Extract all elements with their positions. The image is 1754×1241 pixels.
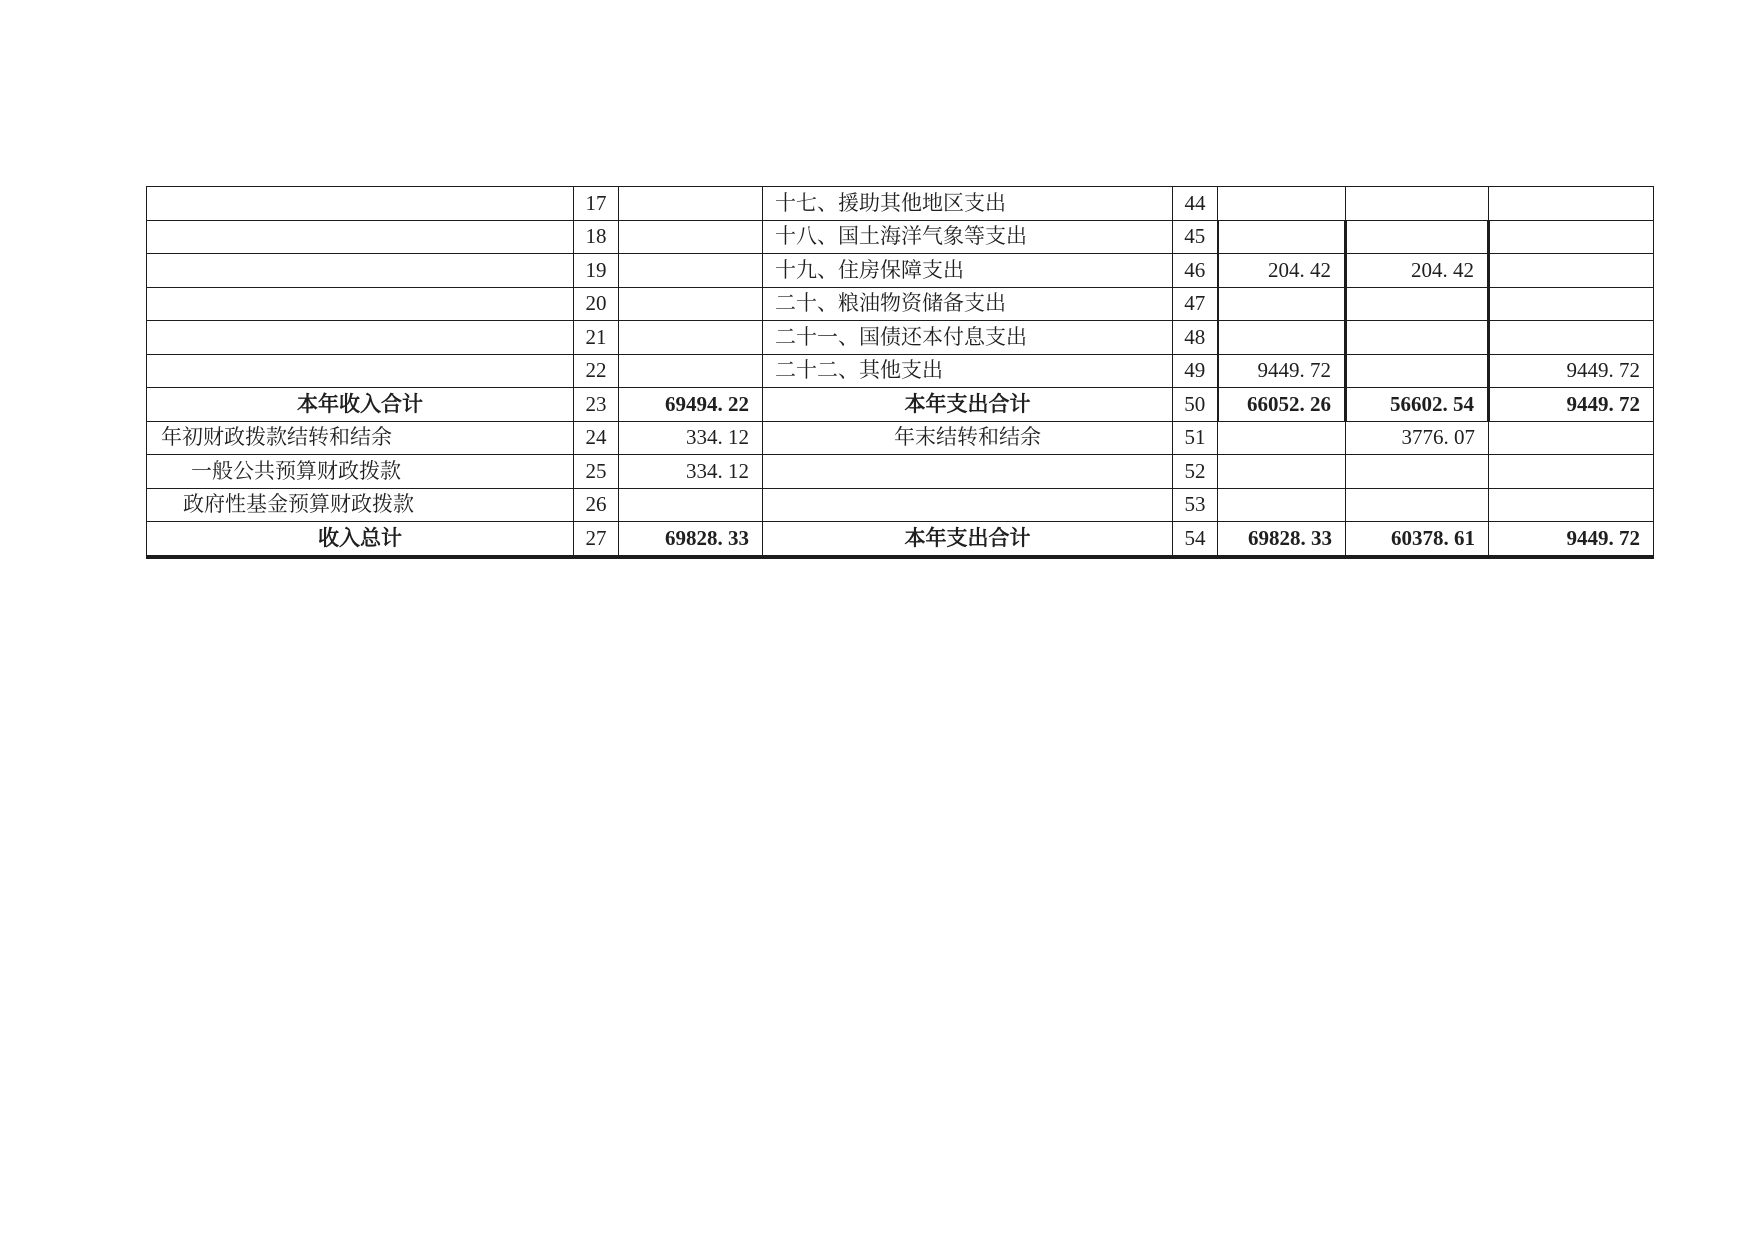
- expense-amount-1-cell: [1218, 287, 1346, 321]
- income-amount-cell: 334. 12: [619, 421, 763, 455]
- income-item-cell: 本年收入合计: [147, 388, 574, 422]
- table-row: [147, 455, 1654, 489]
- table-row: [147, 354, 1654, 388]
- expense-item-cell: 十八、国土海洋气象等支出: [763, 220, 1173, 254]
- income-item-cell: 收入总计: [147, 522, 574, 557]
- expense-amount-3-cell: [1489, 287, 1654, 321]
- table-row: [147, 421, 1654, 455]
- expense-item-cell: 二十二、其他支出: [763, 354, 1173, 388]
- expense-item-cell: [763, 488, 1173, 522]
- expense-amount-2-cell: 204. 42: [1346, 254, 1489, 288]
- expense-item-cell: 十七、援助其他地区支出: [763, 187, 1173, 221]
- expense-amount-2-cell: [1346, 488, 1489, 522]
- income-item-cell: 一般公共预算财政拨款: [147, 455, 574, 489]
- expense-amount-2-cell: [1346, 354, 1489, 388]
- expense-amount-2-cell: [1346, 220, 1489, 254]
- expense-amount-3-cell: [1489, 321, 1654, 355]
- expense-amount-2-cell: 56602. 54: [1346, 388, 1489, 422]
- expense-amount-1-cell: [1218, 187, 1346, 221]
- table-row: [147, 488, 1654, 522]
- income-item-cell: [147, 321, 574, 355]
- expense-amount-3-cell: [1489, 220, 1654, 254]
- expense-amount-3-cell: 9449. 72: [1489, 354, 1654, 388]
- income-item-cell: 年初财政拨款结转和结余: [147, 421, 574, 455]
- expense-amount-2-cell: [1346, 187, 1489, 221]
- budget-table: [146, 186, 1654, 559]
- expense-line-number-cell: 49: [1173, 354, 1218, 388]
- expense-amount-2-cell: 60378. 61: [1346, 522, 1489, 557]
- expense-amount-3-cell: 9449. 72: [1489, 522, 1654, 557]
- income-line-number-cell: 22: [574, 354, 619, 388]
- income-amount-cell: 69828. 33: [619, 522, 763, 557]
- expense-amount-1-cell: [1218, 220, 1346, 254]
- expense-amount-1-cell: 66052. 26: [1218, 388, 1346, 422]
- expense-line-number-cell: 44: [1173, 187, 1218, 221]
- table-row: [147, 287, 1654, 321]
- expense-amount-1-cell: [1218, 321, 1346, 355]
- income-line-number-cell: 19: [574, 254, 619, 288]
- expense-line-number-cell: 51: [1173, 421, 1218, 455]
- income-amount-cell: [619, 488, 763, 522]
- income-item-cell: 政府性基金预算财政拨款: [147, 488, 574, 522]
- income-line-number-cell: 20: [574, 287, 619, 321]
- expense-amount-3-cell: [1489, 254, 1654, 288]
- expense-line-number-cell: 47: [1173, 287, 1218, 321]
- income-item-cell: [147, 287, 574, 321]
- income-item-cell: [147, 254, 574, 288]
- expense-item-cell: 二十、粮油物资储备支出: [763, 287, 1173, 321]
- income-line-number-cell: 24: [574, 421, 619, 455]
- income-line-number-cell: 25: [574, 455, 619, 489]
- table-row: [147, 388, 1654, 422]
- income-item-cell: [147, 220, 574, 254]
- expense-line-number-cell: 45: [1173, 220, 1218, 254]
- budget-table-body: [147, 187, 1654, 557]
- expense-line-number-cell: 52: [1173, 455, 1218, 489]
- expense-amount-1-cell: [1218, 488, 1346, 522]
- income-amount-cell: [619, 187, 763, 221]
- income-amount-cell: [619, 321, 763, 355]
- expense-amount-3-cell: 9449. 72: [1489, 388, 1654, 422]
- income-amount-cell: [619, 220, 763, 254]
- income-line-number-cell: 26: [574, 488, 619, 522]
- income-amount-cell: [619, 287, 763, 321]
- expense-amount-1-cell: [1218, 455, 1346, 489]
- income-item-cell: [147, 354, 574, 388]
- expense-line-number-cell: 50: [1173, 388, 1218, 422]
- expense-item-cell: 十九、住房保障支出: [763, 254, 1173, 288]
- income-amount-cell: 334. 12: [619, 455, 763, 489]
- expense-line-number-cell: 53: [1173, 488, 1218, 522]
- expense-item-cell: 本年支出合计: [763, 388, 1173, 422]
- expense-amount-1-cell: 69828. 33: [1218, 522, 1346, 557]
- table-row: [147, 220, 1654, 254]
- table-row: [147, 522, 1654, 557]
- expense-amount-1-cell: 9449. 72: [1218, 354, 1346, 388]
- expense-item-cell: 本年支出合计: [763, 522, 1173, 557]
- table-row: [147, 187, 1654, 221]
- income-amount-cell: [619, 254, 763, 288]
- expense-amount-2-cell: [1346, 287, 1489, 321]
- income-line-number-cell: 21: [574, 321, 619, 355]
- income-amount-cell: 69494. 22: [619, 388, 763, 422]
- income-item-cell: [147, 187, 574, 221]
- income-amount-cell: [619, 354, 763, 388]
- expense-amount-2-cell: [1346, 321, 1489, 355]
- expense-item-cell: 年末结转和结余: [763, 421, 1173, 455]
- expense-amount-3-cell: [1489, 455, 1654, 489]
- expense-line-number-cell: 48: [1173, 321, 1218, 355]
- expense-item-cell: [763, 455, 1173, 489]
- expense-amount-3-cell: [1489, 421, 1654, 455]
- expense-line-number-cell: 54: [1173, 522, 1218, 557]
- expense-item-cell: 二十一、国债还本付息支出: [763, 321, 1173, 355]
- income-line-number-cell: 23: [574, 388, 619, 422]
- expense-amount-1-cell: [1218, 421, 1346, 455]
- expense-line-number-cell: 46: [1173, 254, 1218, 288]
- income-line-number-cell: 17: [574, 187, 619, 221]
- budget-statement-sheet: [146, 186, 1654, 559]
- income-line-number-cell: 18: [574, 220, 619, 254]
- table-row: [147, 254, 1654, 288]
- income-line-number-cell: 27: [574, 522, 619, 557]
- expense-amount-2-cell: [1346, 455, 1489, 489]
- expense-amount-1-cell: 204. 42: [1218, 254, 1346, 288]
- expense-amount-3-cell: [1489, 488, 1654, 522]
- expense-amount-2-cell: 3776. 07: [1346, 421, 1489, 455]
- table-row: [147, 321, 1654, 355]
- expense-amount-3-cell: [1489, 187, 1654, 221]
